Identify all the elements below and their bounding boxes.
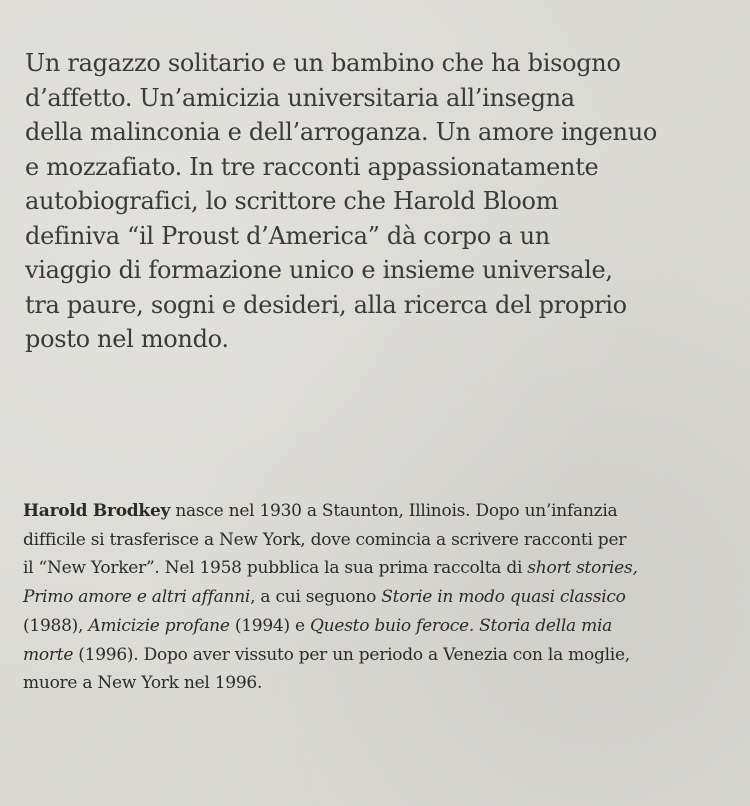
- bio-line: [23, 641, 728, 670]
- bio-text: (1994) e: [229, 615, 310, 636]
- book-title: Amicizie profane: [88, 615, 230, 636]
- bio-line: [23, 583, 728, 612]
- bio-line: [23, 497, 728, 526]
- author-name: Harold Brodkey: [23, 501, 171, 521]
- bio-line: difficile si trasferisce a New York, dove comincia a scrivere racconti per: [23, 529, 627, 550]
- book-title: Questo buio feroce. Storia della mia: [310, 615, 613, 636]
- book-blurb: [25, 46, 725, 357]
- bio-line: [23, 554, 728, 583]
- blurb-line: autobiografici, lo scrittore che Harold Bloom: [25, 187, 559, 215]
- book-title: morte: [23, 644, 74, 665]
- bio-line: muore a New York nel 1996.: [23, 673, 263, 694]
- blurb-line: tra paure, sogni e desideri, alla ricerca del proprio: [25, 290, 627, 319]
- bio-text: (1988),: [23, 615, 89, 636]
- bio-text: , a cui seguono: [250, 587, 382, 608]
- blurb-line: della malinconia e dell’arroganza. Un amore ingenuo: [25, 118, 658, 146]
- bio-text: (1996). Dopo aver vissuto per un periodo a Venezia con la moglie,: [73, 644, 630, 665]
- blurb-line: e mozzafiato. In tre racconti appassionatamente: [25, 152, 599, 181]
- bio-line: [23, 612, 728, 641]
- blurb-line: definiva “il Proust d’America” dà corpo a un: [25, 221, 550, 250]
- blurb-line: viaggio di formazione unico e insieme universale,: [25, 256, 613, 284]
- blurb-line: posto nel mondo.: [25, 325, 229, 353]
- bio-text: il “New Yorker”. Nel 1958 pubblica la sua prima raccolta di: [23, 558, 528, 579]
- blurb-line: d’affetto. Un’amicizia universitaria all’insegna: [25, 83, 575, 112]
- book-title: Storie in modo quasi classico: [381, 587, 626, 608]
- bio-italic-text: short stories,: [527, 558, 638, 579]
- author-bio: [23, 497, 728, 698]
- bio-text: nasce nel 1930 a Staunton, Illinois. Dopo un’infanzia: [170, 501, 618, 521]
- book-title: Primo amore e altri affanni: [23, 587, 251, 608]
- blurb-line: Un ragazzo solitario e un bambino che ha bisogno: [25, 49, 621, 77]
